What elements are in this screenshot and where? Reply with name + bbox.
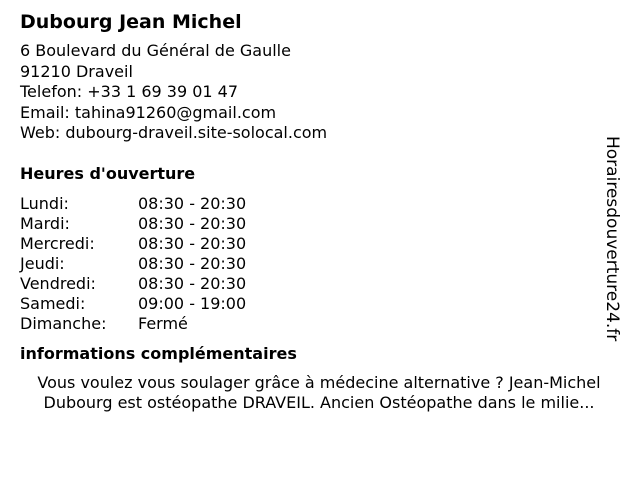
contact-block [20,41,632,144]
hours-row [20,214,246,234]
hours-time: 08:30 - 20:30 [138,253,247,273]
hours-day: Jeudi: [20,253,65,273]
address-street: 6 Boulevard du Général de Gaulle [20,41,291,60]
info-line: Vous voulez vous soulager grâce à médecine alternative ? Jean-Michel [37,372,601,392]
hours-day: Vendredi: [20,273,96,293]
website: Web: dubourg-draveil.site-solocal.com [20,123,328,142]
hours-day: Lundi: [20,193,69,213]
business-card [20,10,632,413]
hours-day: Mercredi: [20,233,95,253]
hours-time: 09:00 - 19:00 [138,293,247,313]
hours-day: Samedi: [20,293,86,313]
additional-info-text [13,373,625,413]
hours-time: 08:30 - 20:30 [138,273,247,293]
additional-info-heading: informations complémentaires [20,343,297,363]
info-line: Dubourg est ostéopathe DRAVEIL. Ancien Ostéopathe dans le milie... [43,392,595,412]
hours-day: Mardi: [20,213,70,233]
hours-day: Dimanche: [20,313,107,333]
opening-hours-table [20,194,246,334]
hours-row [20,314,246,334]
hours-row [20,254,246,274]
email-address: Email: tahina91260@gmail.com [20,102,277,122]
hours-row [20,274,246,294]
hours-time: 08:30 - 20:30 [138,193,247,213]
address-city: 91210 Draveil [20,61,133,81]
hours-row [20,194,246,214]
hours-time: 08:30 - 20:30 [138,213,247,233]
opening-hours-heading: Heures d'ouverture [20,163,196,183]
business-name: Dubourg Jean Michel [20,11,242,33]
phone-number: Telefon: +33 1 69 39 01 47 [20,82,239,101]
hours-row [20,294,246,314]
hours-time: 08:30 - 20:30 [138,233,247,253]
site-watermark: Horairesdouverture24.fr [602,136,622,342]
hours-time: Fermé [138,313,188,333]
hours-row [20,234,246,254]
